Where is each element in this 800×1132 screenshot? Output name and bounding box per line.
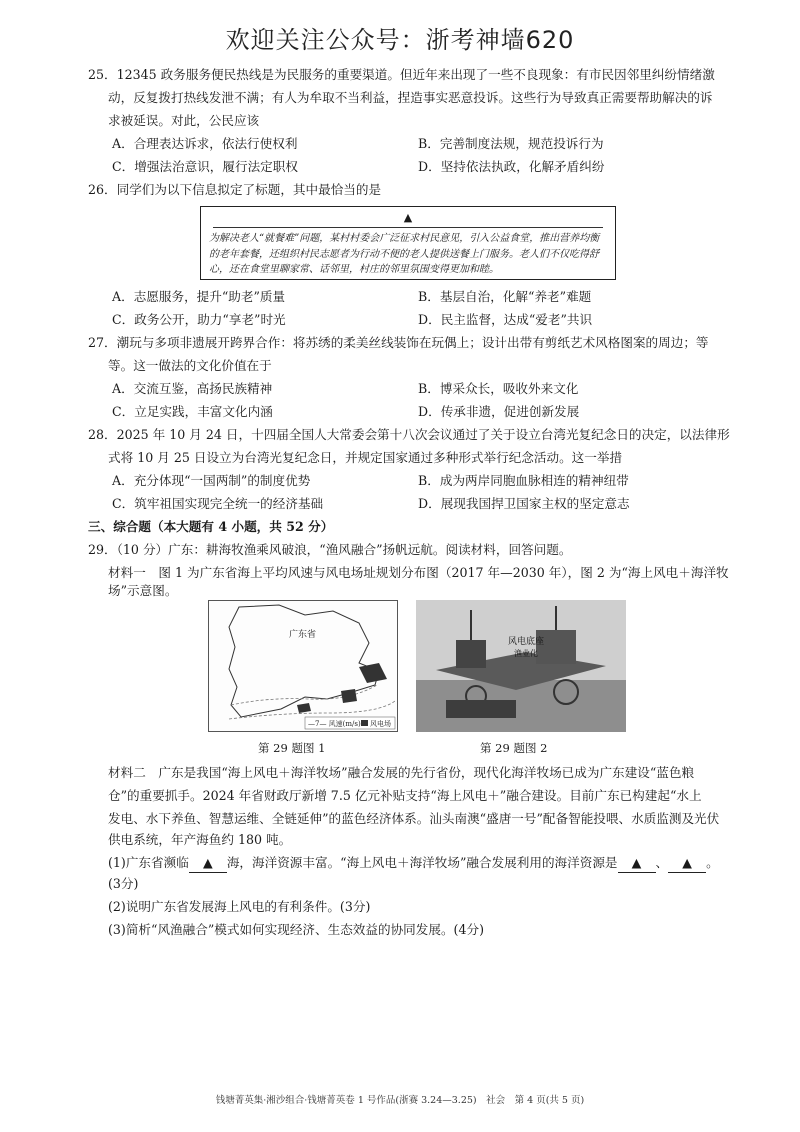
q29-figure2-illustration	[416, 600, 626, 732]
q29-material2-line2: 仓”的重要抓手。2024 年省财政厅新增 7.5 亿元补贴支持“海上风电＋”融合建设。目前广东已构建起“水上	[108, 788, 702, 803]
q26-box-text: 为解决老人“就餐难”问题，某村村委会广泛征求村民意见，引入公益食堂，推出营养均衡的老年套餐，还组织村民志愿者为行动不便的老人提供送餐上门服务。老人们不仅吃得舒心，还在食堂里聊家常、话邻里，村庄的邻里氛围变得更加和睦。	[209, 233, 600, 275]
q26-option-c: C．政务公开，助力“享老”时光	[112, 312, 286, 327]
q26-option-d: D．民主监督，达成“爱老”共识	[418, 312, 593, 327]
q29-subquestion-1-score: (3分)	[108, 876, 139, 891]
q27-stem-line1: 27．潮玩与多项非遗展开跨界合作：将苏绣的柔美丝线装饰在玩偶上；设计出带有剪纸艺术风格图案的周边；等	[88, 335, 709, 350]
page-header-watermark: 欢迎关注公众号：浙考神墙620	[225, 26, 575, 54]
figure2-caption: 第 29 题图 2	[480, 741, 548, 755]
q25-stem-line3: 求被延误。对此，公民应该	[108, 113, 260, 128]
sub1-blank-2: ▲	[618, 854, 656, 873]
page-footer: 钱塘菁英集·湘沙组合·钱塘菁英卷 1 号作品(浙赛 3.24—3.25) 社会 第 4 页(共 5 页)	[215, 1095, 585, 1106]
q29-stem: 29．（10 分）广东：耕海牧渔乘风破浪，“渔风融合”扬帆远航。阅读材料，回答问题。	[88, 542, 572, 557]
q29-material2-line4: 供电系统，年产海鱼约 180 吨。	[108, 832, 292, 847]
guangdong-wind-map	[209, 601, 397, 731]
q28-option-c: C．筑牢祖国实现完全统一的经济基础	[112, 496, 324, 511]
offshore-platform-picture	[416, 600, 626, 732]
q27-option-b: B．博采众长，吸收外来文化	[418, 381, 579, 396]
figure2-label-base: 风电底座	[508, 637, 545, 647]
q25-stem-line1: 25．12345 政务服务便民热线是为民服务的重要渠道。但近年来出现了一些不良现象：有市民因邻里纠纷情绪激	[88, 67, 715, 82]
sub1-blank-3: ▲	[668, 854, 706, 873]
figure2-label-fishery: 渔业化	[514, 649, 538, 658]
q29-figure1-map	[208, 600, 398, 732]
sub1-end: 。	[706, 855, 719, 870]
q28-stem-line1: 28．2025 年 10 月 24 日，十四届全国人大常委会第十八次会议通过了关于设立台湾光复纪念日的决定，以法律形	[88, 427, 730, 442]
sub1-middle: 海，海洋资源丰富。“海上风电＋海洋牧场”融合发展利用的海洋资源是	[226, 855, 618, 870]
sub1-blank-1: ▲	[189, 854, 227, 873]
q25-option-b: B．完善制度法规，规范投诉行为	[418, 136, 604, 151]
q29-material1-line2: 场”示意图。	[108, 583, 178, 598]
figure1-caption: 第 29 题图 1	[258, 741, 326, 755]
sub1-prefix: (1)广东省濒临	[108, 855, 189, 870]
q26-material-box	[200, 206, 616, 280]
sub1-separator: 、	[655, 855, 669, 870]
q29-material2-line3: 发电、水下养鱼、智慧运维、全链延伸”的蓝色经济体系。汕头南澳“盛唐一号”配备智能投喂、水质监测及光伏	[108, 811, 720, 826]
q28-stem-line2: 式将 10 月 25 日设立为台湾光复纪念日，并规定国家通过多种形式举行纪念活动。这一举措	[108, 450, 623, 465]
q29-material2-line1: 材料二 广东是我国“海上风电＋海洋牧场”融合发展的先行省份，现代化海洋牧场已成为广东建设“蓝色粮	[108, 765, 695, 780]
q26-option-a: A．志愿服务，提升“助老”质量	[112, 289, 286, 304]
q27-option-c: C．立足实践，丰富文化内涵	[112, 404, 273, 419]
q27-option-d: D．传承非遗，促进创新发展	[418, 404, 580, 419]
q29-subquestion-2: (2)说明广东省发展海上风电的有利条件。(3分)	[108, 899, 371, 914]
q29-material1-line1: 材料一 图 1 为广东省海上平均风速与风电场址规划分布图（2017 年—2030 年），图 2 为“海上风电＋海洋牧	[108, 565, 729, 580]
q26-box-divider	[213, 227, 603, 228]
map-legend-farm-swatch	[361, 720, 368, 726]
map-province-label: 广东省	[289, 630, 317, 640]
q29-subquestion-1	[108, 854, 719, 873]
q26-stem: 26．同学们为以下信息拟定了标题，其中最恰当的是	[88, 182, 382, 197]
q25-stem-line2: 动，反复拨打热线发泄不满；有人为牟取不当利益，捏造事实恶意投诉。这些行为导致真正需要帮助解决的诉	[108, 90, 713, 105]
q29-subquestion-3: (3)简析“风渔融合”模式如何实现经济、生态效益的协同发展。(4分)	[108, 922, 484, 937]
q28-option-d: D．展现我国捍卫国家主权的坚定意志	[418, 496, 630, 511]
map-legend-farm: 风电场	[370, 720, 391, 728]
section-3-heading: 三、综合题（本大题有 4 小题，共 52 分）	[88, 519, 334, 534]
map-legend-speed: —7— 风速(m/s)	[308, 720, 361, 728]
q25-option-d: D．坚持依法执政，化解矛盾纠纷	[418, 159, 605, 174]
q26-box-title: ▲	[403, 211, 413, 224]
q28-option-a: A．充分体现“一国两制”的制度优势	[112, 473, 311, 488]
q28-option-b: B．成为两岸同胞血脉相连的精神纽带	[418, 473, 629, 488]
q27-option-a: A．交流互鉴，高扬民族精神	[112, 381, 273, 396]
q26-option-b: B．基层自治，化解“养老”难题	[418, 289, 592, 304]
q27-stem-line2: 等。这一做法的文化价值在于	[108, 358, 272, 373]
q25-option-a: A．合理表达诉求，依法行使权利	[112, 136, 298, 151]
q25-option-c: C．增强法治意识，履行法定职权	[112, 159, 298, 174]
